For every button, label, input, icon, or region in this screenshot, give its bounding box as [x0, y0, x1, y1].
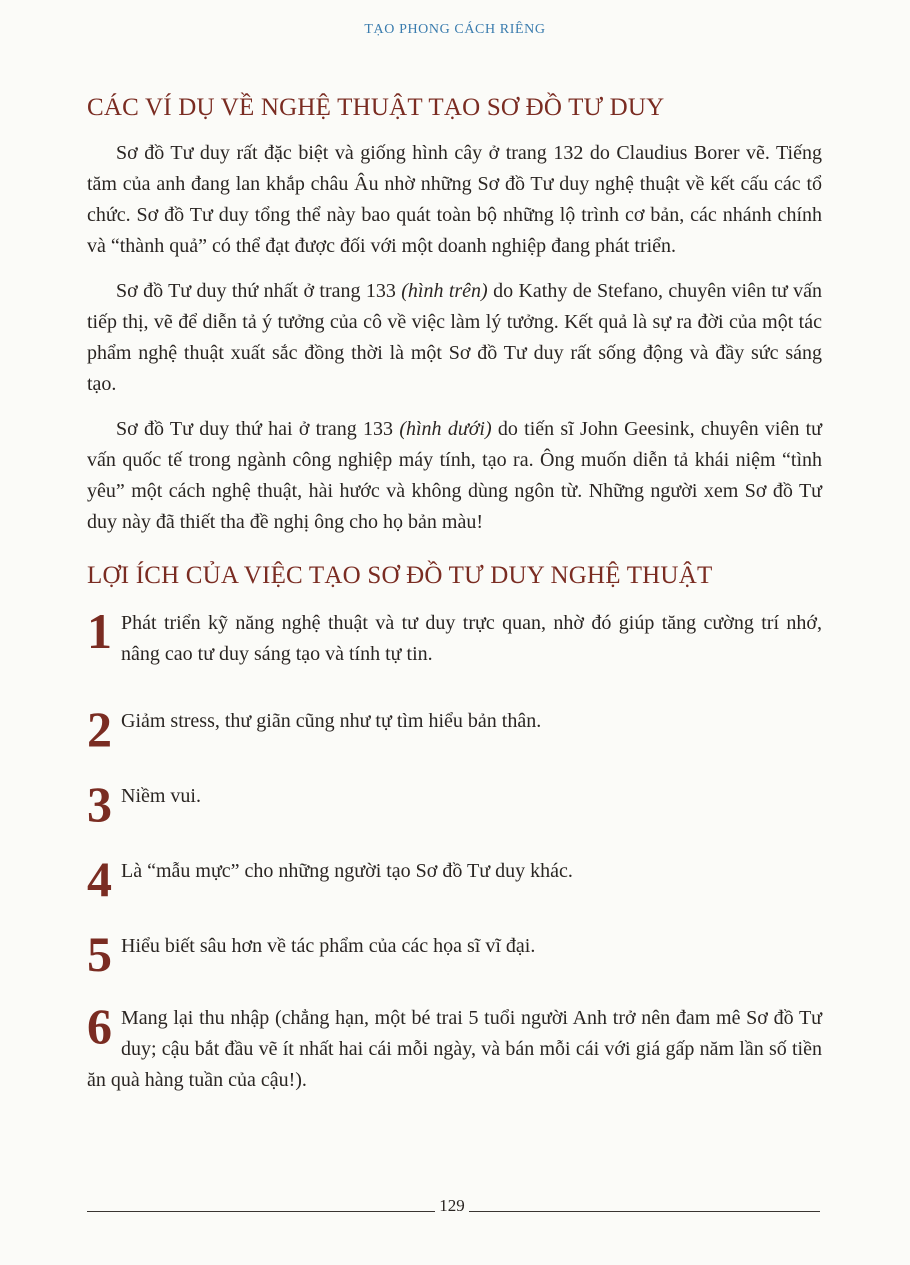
list-item — [87, 776, 822, 832]
list-item — [87, 701, 822, 757]
paragraph-text: Sơ đồ Tư duy thứ nhất ở trang 133 — [116, 280, 402, 302]
item-number: 3 — [87, 776, 112, 832]
paragraph-kathy-de-stefano — [87, 276, 822, 400]
list-item — [87, 851, 822, 907]
page-content — [87, 82, 822, 1096]
figure-reference: (hình dưới) — [399, 418, 492, 440]
item-text: Phát triển kỹ năng nghệ thuật và tư duy trực quan, nhờ đó giúp tăng cường trí nhớ, nâng cao tư duy sáng tạo và tính tự tin. — [121, 612, 822, 665]
item-text: Mang lại thu nhập (chẳng hạn, một bé trai 5 tuổi người Anh trở nên đam mê Sơ đồ Tư duy; cậu bắt đầu vẽ ít nhất hai cái mỗi ngày, và bán mỗi cái với giá gấp năm lần số tiền ăn quà hàng tuần của cậu!). — [87, 1007, 822, 1091]
item-number: 1 — [87, 603, 112, 659]
item-number: 5 — [87, 926, 112, 982]
list-item — [87, 998, 822, 1096]
item-text: Là “mẫu mực” cho những người tạo Sơ đồ Tư duy khác. — [121, 860, 573, 882]
item-text: Hiểu biết sâu hơn về tác phẩm của các họa sĩ vĩ đại. — [121, 935, 536, 957]
item-text: Giảm stress, thư giãn cũng như tự tìm hiểu bản thân. — [121, 710, 542, 732]
paragraph-claudius-borer: Sơ đồ Tư duy rất đặc biệt và giống hình cây ở trang 132 do Claudius Borer vẽ. Tiếng tăm của anh đang lan khắp châu Âu nhờ những Sơ đồ Tư duy nghệ thuật về kết cấu các tổ chức. Sơ đồ Tư duy tổng thể này bao quát toàn bộ những lộ trình cơ bản, các nhánh chính và “thành quả” có thể đạt được đối với một doanh nghiệp đang phát triển. — [87, 142, 822, 257]
footer-rule-right — [469, 1211, 820, 1212]
page-footer — [87, 1196, 820, 1220]
item-text: Niềm vui. — [121, 785, 201, 807]
section-heading-examples: CÁC VÍ DỤ VỀ NGHỆ THUẬT TẠO SƠ ĐỒ TƯ DUY — [87, 94, 665, 121]
item-number: 2 — [87, 701, 112, 757]
running-header: TẠO PHONG CÁCH RIÊNG — [364, 22, 546, 37]
paragraph-text: do Kathy de Stefano, chuyên viên tư vấn tiếp thị, vẽ để diễn tả ý tưởng của cô về việc làm lý tưởng. Kết quả là sự ra đời của một tác phẩm nghệ thuật xuất sắc đồng thời là một Sơ đồ Tư duy rất sống động và đầy sức sáng tạo. — [87, 280, 822, 395]
paragraph-text: do tiến sĩ John Geesink, chuyên viên tư vấn quốc tế trong ngành công nghiệp máy tính, tạo ra. Ông muốn diễn tả khái niệm “tình yêu” một cách nghệ thuật, hài hước và không dùng ngôn từ. Những người xem Sơ đồ Tư duy này đã thiết tha đề nghị ông cho họ bản màu! — [87, 418, 823, 533]
list-item — [87, 926, 822, 982]
list-item — [87, 603, 822, 670]
paragraph-john-geesink — [87, 414, 822, 538]
item-number: 6 — [87, 998, 112, 1054]
page-number: 129 — [439, 1196, 465, 1215]
figure-reference: (hình trên) — [401, 280, 488, 302]
paragraph-text: Sơ đồ Tư duy thứ hai ở trang 133 — [116, 418, 400, 440]
benefits-list — [87, 603, 822, 1096]
footer-rule-left — [87, 1211, 435, 1212]
item-number: 4 — [87, 851, 112, 907]
section-heading-benefits: LỢI ÍCH CỦA VIỆC TẠO SƠ ĐỒ TƯ DUY NGHỆ THUẬT — [87, 562, 713, 589]
